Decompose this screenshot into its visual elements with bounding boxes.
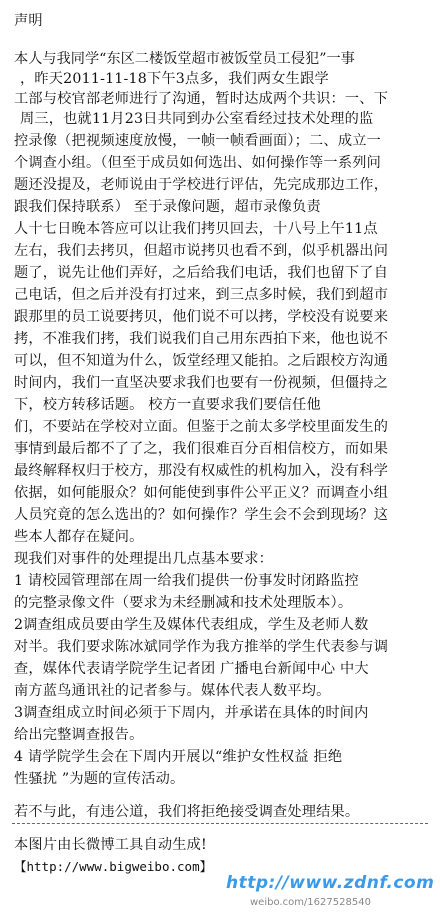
paragraph-line: 人十七日晚本答应可以让我们拷贝回去，十八号上午11点 bbox=[14, 221, 378, 237]
paragraph-line: 左右，我们去拷贝，但超市说拷贝也看不到，似乎机器出问 bbox=[14, 243, 389, 259]
paragraph-line: 可以，但不知道为什么，饭堂经理又能拍。之后跟校方沟通 bbox=[14, 353, 389, 369]
paragraph-line: 时间内，我们一直坚决要求我们也要有一份视频，但僵持之 bbox=[14, 375, 389, 391]
paragraph-line: 人员究竟的怎么选出的？如何操作？学生会不会到现场？这 bbox=[14, 507, 389, 523]
site-watermark bbox=[226, 873, 436, 917]
requirement-line: 1 请校园管理部在周一给我们提供一份事发时闭路监控 bbox=[14, 573, 359, 589]
closing-statement: 若不与此，有违公道，我们将拒绝接受调查处理结果。 bbox=[14, 804, 360, 820]
paragraph-line: 些本人都存在疑问。 bbox=[14, 529, 144, 545]
paragraph-line: 题了，说先让他们弄好，之后给我们电话，我们也留下了自 bbox=[14, 265, 389, 281]
requirement-line: 的完整录像文件（要求为未经删减和技术处理版本）。 bbox=[14, 595, 353, 611]
requirement-line: 查，媒体代表请学院学生记者团 广播电台新闻中心 中大 bbox=[14, 661, 369, 677]
paragraph-line: 控录像（把视频速度放慢，一帧一帧看画面）；二、成立一 bbox=[14, 133, 381, 149]
requirement-line: 给出完整调查报告。 bbox=[14, 727, 144, 743]
paragraph-line: 工部与校官部老师进行了沟通，暂时达成两个共识：一、下 bbox=[14, 91, 389, 107]
generator-note: 本图片由长微博工具自动生成! bbox=[14, 837, 207, 853]
requirement-line: 3调查组成立时间必须于下周内，并承诺在具体的时间内 bbox=[14, 705, 369, 721]
paragraph-line: 己电话，但之后并没有打过来，到三点多时候，我们到超市 bbox=[14, 287, 389, 303]
paragraph-line: 跟我们保持联系） 至于录像问题，超市录像负责 bbox=[14, 199, 321, 215]
requirement-line: 2调查组成员要由学生及媒体代表组成，学生及老师人数 bbox=[14, 617, 369, 633]
paragraph-line: 本人与我同学“东区二楼饭堂超市被饭堂员工侵犯”一事 bbox=[14, 51, 355, 67]
paragraph-line: 拷，不准我们拷，我们说我们自己用东西拍下来，他也说不 bbox=[14, 331, 389, 347]
paragraph-line: 跟那里的员工说要拷贝，他们说不可以拷，学校没有说要来 bbox=[14, 309, 389, 325]
paragraph-line: 周三，也就11月23日共同到办公室看经过技术处理的监 bbox=[20, 111, 374, 127]
paragraph-line: 最终解释权归于校方，那没有权威性的机构加入，没有科学 bbox=[14, 463, 389, 479]
paragraph-line: 下，校方转移话题。 校方一直要求我们要信任他 bbox=[14, 397, 321, 413]
paragraph-line: 们，不要站在学校对立面。但鉴于之前太多学校里面发生的 bbox=[14, 419, 389, 435]
paragraph-line: 事情到最后都不了了之，我们很难百分百相信校方，而如果 bbox=[14, 441, 389, 457]
paragraph-line: 题还没提及，老师说由于学校进行评估，先完成那边工作， bbox=[14, 177, 389, 193]
requirement-line: 4 请学院学生会在下周内开展以“维护女性权益 拒绝 bbox=[14, 749, 343, 765]
footer-divider bbox=[12, 823, 428, 824]
watermark-site-url: http://www.zdnf.com bbox=[226, 873, 435, 893]
requirement-line: 对半。我们要求陈冰斌同学作为我方推举的学生代表参与调 bbox=[14, 639, 389, 655]
document-title: 声明 bbox=[14, 13, 43, 29]
requirements-heading: 现我们对事件的处理提出几点基本要求： bbox=[14, 551, 273, 567]
paragraph-line: 依据，如何能服众？如何能使到事件公平正义？而调查小组 bbox=[14, 485, 389, 501]
requirement-line: 南方蓝鸟通讯社的记者参与。媒体代表人数平均。 bbox=[14, 683, 331, 699]
watermark-weibo-id: weibo.com/1627528540 bbox=[250, 897, 371, 908]
paragraph-line: ，昨天2011-11-18下午3点多，我们两女生跟学 bbox=[20, 71, 329, 87]
generator-link[interactable]: 【http://www.bigweibo.com】 bbox=[14, 859, 213, 874]
paragraph-line: 个调查小组。（但至于成员如何选出、如何操作等一系列问 bbox=[14, 155, 381, 171]
requirement-line: 性骚扰 ”为题的宣传活动。 bbox=[14, 771, 185, 787]
